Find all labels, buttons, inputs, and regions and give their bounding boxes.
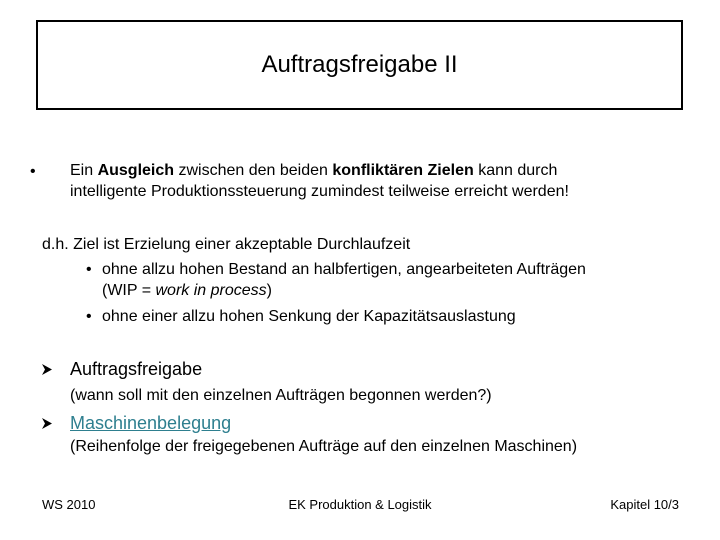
wip-prefix: (WIP =	[102, 282, 156, 299]
bullet1-bold-ausgleich: Ausgleich	[97, 162, 175, 179]
page-title: Auftragsfreigabe II	[261, 51, 458, 78]
arrow-right-icon	[42, 364, 52, 375]
item-maschinenbelegung-detail: (Reihenfolge der freigegebenen Aufträge auf den einzelnen Maschinen)	[70, 438, 578, 455]
wip-italic: work in process	[155, 282, 267, 299]
bullet1-text-b: zwischen den beiden	[174, 162, 333, 179]
dh-sub1-line1: ohne allzu hohen Bestand an halbfertigen, angearbeiteten Aufträgen	[102, 261, 586, 278]
bullet1-line1	[70, 160, 557, 181]
dh-text: d.h. Ziel ist Erzielung einer akzeptable Durchlaufzeit	[42, 236, 411, 253]
sub-bullet-marker: •	[86, 308, 92, 325]
title-box	[36, 20, 683, 110]
bullet1-line2: intelligente Produktionssteuerung zumindest teilweise erreicht werden!	[70, 183, 569, 200]
bullet1-text-c: kann durch	[473, 162, 558, 179]
bullet1-bold-ziele: konfliktären Zielen	[332, 162, 474, 179]
footer-chapter: Kapitel 10/3	[610, 497, 679, 512]
footer-semester: WS 2010	[42, 497, 96, 512]
arrow-right-icon	[42, 418, 52, 429]
sub-bullet-marker: •	[86, 261, 92, 278]
dh-sub1-line2	[102, 280, 272, 301]
dh-sub2: ohne einer allzu hohen Senkung der Kapazitätsauslastung	[102, 308, 516, 325]
item-auftragsfreigabe-detail: (wann soll mit den einzelnen Aufträgen begonnen werden?)	[70, 387, 492, 404]
bullet1-text-a: Ein	[70, 162, 98, 179]
maschinenbelegung-link[interactable]: Maschinenbelegung	[70, 413, 232, 433]
wip-suffix: )	[266, 282, 272, 299]
bullet-marker: •	[30, 163, 36, 180]
footer-course: EK Produktion & Logistik	[288, 497, 432, 512]
item-auftragsfreigabe-label: Auftragsfreigabe	[70, 359, 203, 379]
